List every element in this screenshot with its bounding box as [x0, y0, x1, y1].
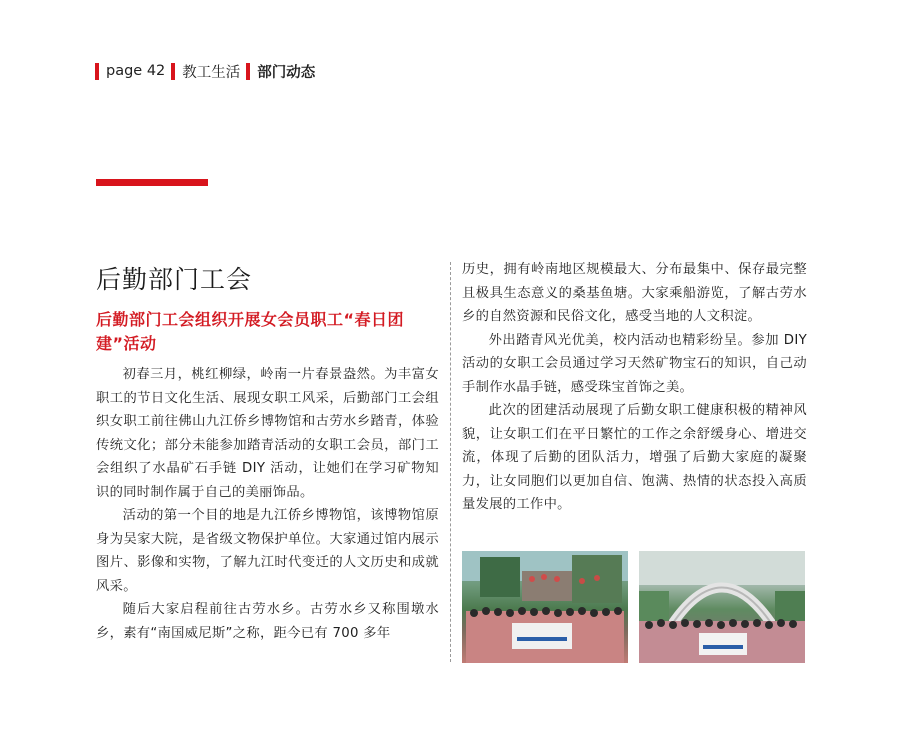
subsection-label: [246, 61, 315, 82]
group-photo-museum-icon: [462, 551, 628, 663]
paragraph-continuation: 历史，拥有岭南地区规模最大、分布最集中、保存最完整且极具生态意义的桑基鱼塘。大家乘船游览，了解古劳水乡的自然资源和民俗文化，感受当地的人文积淀。: [462, 262, 807, 324]
header-bar-icon: [246, 63, 250, 80]
header-bar-icon: [171, 63, 175, 80]
article-title: 后勤部门工会组织开展女会员职工“春日团建”活动: [96, 310, 405, 353]
paragraph: 活动的第一个目的地是九江侨乡博物馆，该博物馆原身为吴家大院，是省级文物保护单位。大家通过馆内展示图片、影像和实物，了解九江时代变迁的人文历史和成就风采。: [96, 508, 439, 594]
group-photo-arch-icon: [639, 551, 805, 663]
section-title: 后勤部门工会: [96, 265, 253, 294]
left-column: [96, 258, 439, 645]
accent-rule: [96, 179, 208, 186]
paragraph: 外出踏青风光优美，校内活动也精彩纷呈。参加 DIY 活动的女职工会员通过学习天然矿物宝石的知识，自己动手制作水晶手链，感受珠宝首饰之美。: [462, 332, 807, 395]
column-divider: [450, 262, 451, 662]
paragraph: 随后大家启程前往古劳水乡。古劳水乡又称围墩水乡，素有“南国威尼斯”之称，距今已有 700 多年: [96, 602, 439, 641]
subsection-name: 部门动态: [257, 64, 316, 81]
header-bar-icon: [95, 63, 99, 80]
photo-strip: [462, 551, 807, 663]
section-name: 教工生活: [182, 64, 241, 81]
page-number: page 42: [106, 63, 166, 79]
page-number-label: [95, 63, 165, 80]
paragraph: 此次的团建活动展现了后勤女职工健康积极的精神风貌，让女职工们在平日繁忙的工作之余舒缓身心、增进交流，体现了后勤的团队活力，增强了后勤大家庭的凝聚力，让女同胞们以更加自信、饱满、热情的状态投入高质量发展的工作中。: [462, 403, 807, 512]
paragraph: 初春三月，桃红柳绿，岭南一片春景盎然。为丰富女职工的节日文化生活、展现女职工风采，后勤部门工会组织女职工前往佛山九江侨乡博物馆和古劳水乡踏青，体验传统文化；部分未能参加踏青活动的女职工会员，部门工会组织了水晶矿石手链 DIY 活动，让她们在学习矿物知识的同时制作属于自己的美丽饰品。: [96, 367, 439, 500]
right-column: [462, 258, 807, 517]
section-label: [171, 61, 240, 82]
page-header: [95, 60, 321, 82]
